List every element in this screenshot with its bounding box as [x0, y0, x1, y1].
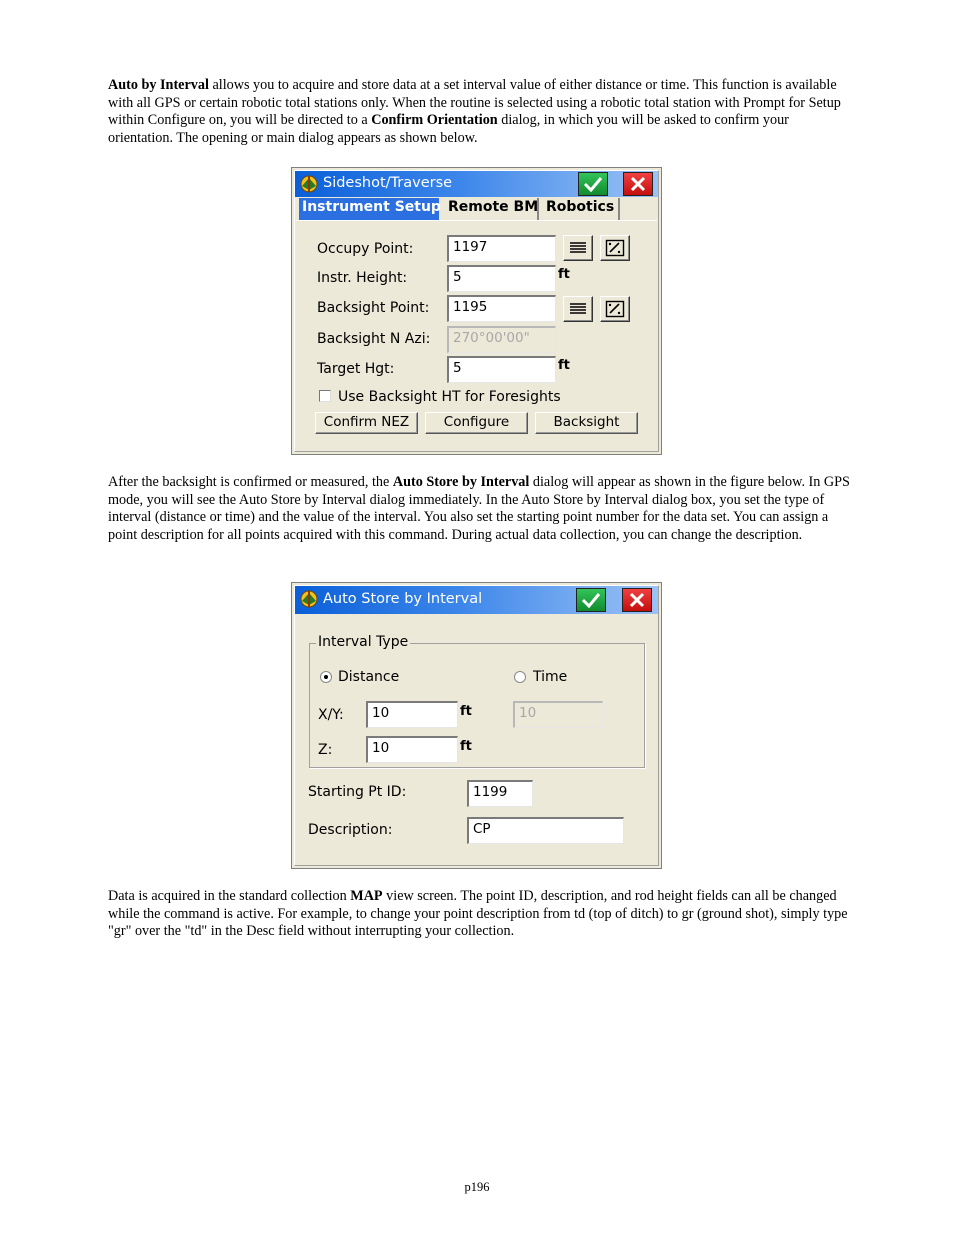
list-icon — [568, 300, 588, 318]
time-radio-label: Time — [533, 669, 568, 685]
tab-instrument-setup[interactable]: Instrument Setup — [299, 198, 439, 220]
app-logo-icon — [299, 174, 319, 194]
z-unit: ft — [460, 739, 472, 754]
map-pick-icon — [605, 300, 625, 318]
time-interval-input: 10 — [513, 701, 603, 728]
dialog-titlebar — [295, 586, 658, 614]
occupy-point-list-button[interactable] — [563, 235, 593, 261]
term-auto-by-interval: Auto by Interval — [108, 77, 209, 93]
instr-height-label: Instr. Height: — [317, 270, 408, 286]
tab-divider — [296, 220, 657, 221]
list-icon — [568, 239, 588, 257]
auto-store-paragraph — [108, 474, 853, 544]
backsight-button[interactable]: Backsight — [535, 412, 638, 434]
term-auto-store-by-interval: Auto Store by Interval — [392, 474, 530, 490]
dialog-title: Auto Store by Interval — [323, 591, 483, 607]
starting-pt-id-label: Starting Pt ID: — [308, 784, 407, 800]
page-number: p196 — [464, 1180, 490, 1194]
intro-paragraph — [108, 77, 853, 147]
ok-button[interactable] — [578, 172, 608, 196]
use-backsight-ht-label: Use Backsight HT for Foresights — [338, 389, 561, 405]
data-acq-text-end: view screen. The point ID, description, and rod height fields can all be changed while the command is active. For example, to change your point description from td (top of ditch) to gr (ground shot), simply type "gr" over the "td" in the Desc field without interrupting your collection. — [108, 888, 848, 940]
target-height-label: Target Hgt: — [317, 361, 395, 377]
auto-store-text-end: dialog will appear as shown in the figure below. In GPS mode, you will see the Auto Store by Interval dialog immediately. In the Auto Store by Interval dialog box, you set the type of interval (distance or time) and the value of the interval. You also set the starting point number for the data set. You can assign a point description for all points acquired with this command. During actual data collection, you can change the description. — [108, 474, 850, 543]
backsight-point-input[interactable]: 1195 — [447, 295, 556, 322]
ok-button[interactable] — [576, 588, 606, 612]
close-button[interactable] — [622, 588, 652, 612]
app-logo-icon — [299, 589, 319, 609]
instr-height-input[interactable]: 5 — [447, 265, 556, 292]
starting-pt-id-input[interactable]: 1199 — [467, 780, 533, 807]
description-input[interactable]: CP — [467, 817, 624, 844]
xy-unit: ft — [460, 704, 472, 719]
intro-text-end: dialog, in which you will be asked to confirm your orientation. The opening or main dialog appears as shown below. — [108, 112, 789, 146]
occupy-point-label: Occupy Point: — [317, 241, 414, 257]
dialog-titlebar — [295, 171, 658, 197]
map-pick-icon — [605, 239, 625, 257]
tab-robotics[interactable]: Robotics — [543, 198, 620, 220]
dialog-title: Sideshot/Traverse — [323, 175, 453, 191]
close-button[interactable] — [623, 172, 653, 196]
intro-text: allows you to acquire and store data at a set interval value of either distance or time. This function is available with all GPS or certain robotic total stations only. When the routine is selected using a robotic total station with Prompt for Setup within Configure on, you will be directed to a — [108, 77, 841, 129]
backsight-azi-input: 270°00'00" — [447, 326, 556, 353]
instr-height-unit: ft — [558, 267, 570, 282]
distance-radio[interactable] — [320, 671, 332, 683]
occupy-point-input[interactable]: 1197 — [447, 235, 556, 262]
auto-store-text: After the backsight is confirmed or measured, the — [108, 474, 393, 490]
backsight-azi-label: Backsight N Azi: — [317, 331, 431, 347]
z-interval-input[interactable]: 10 — [366, 736, 458, 763]
xy-label: X/Y: — [318, 707, 344, 723]
tab-remote-bm[interactable]: Remote BM — [445, 198, 539, 220]
target-height-input[interactable]: 5 — [447, 356, 556, 383]
time-radio[interactable] — [514, 671, 526, 683]
distance-radio-label: Distance — [338, 669, 400, 685]
term-map: MAP — [350, 888, 383, 904]
data-acquisition-paragraph — [108, 888, 853, 941]
term-confirm-orientation: Confirm Orientation — [371, 112, 498, 129]
backsight-point-label: Backsight Point: — [317, 300, 430, 316]
checkmark-icon — [583, 175, 603, 193]
sideshot-traverse-dialog — [291, 167, 662, 455]
close-icon — [628, 175, 648, 193]
interval-type-title: Interval Type — [318, 634, 409, 650]
xy-interval-input[interactable]: 10 — [366, 701, 458, 728]
occupy-point-map-button[interactable] — [600, 235, 630, 261]
auto-store-dialog — [291, 582, 662, 869]
confirm-nez-button[interactable]: Confirm NEZ — [315, 412, 418, 434]
backsight-point-list-button[interactable] — [563, 296, 593, 322]
use-backsight-ht-checkbox[interactable] — [319, 390, 331, 402]
checkmark-icon — [581, 591, 601, 609]
target-height-unit: ft — [558, 358, 570, 373]
z-label: Z: — [318, 742, 333, 758]
configure-button[interactable]: Configure — [425, 412, 528, 434]
description-label: Description: — [308, 822, 393, 838]
data-acq-text: Data is acquired in the standard collection — [108, 888, 351, 904]
backsight-point-map-button[interactable] — [600, 296, 630, 322]
close-icon — [627, 591, 647, 609]
